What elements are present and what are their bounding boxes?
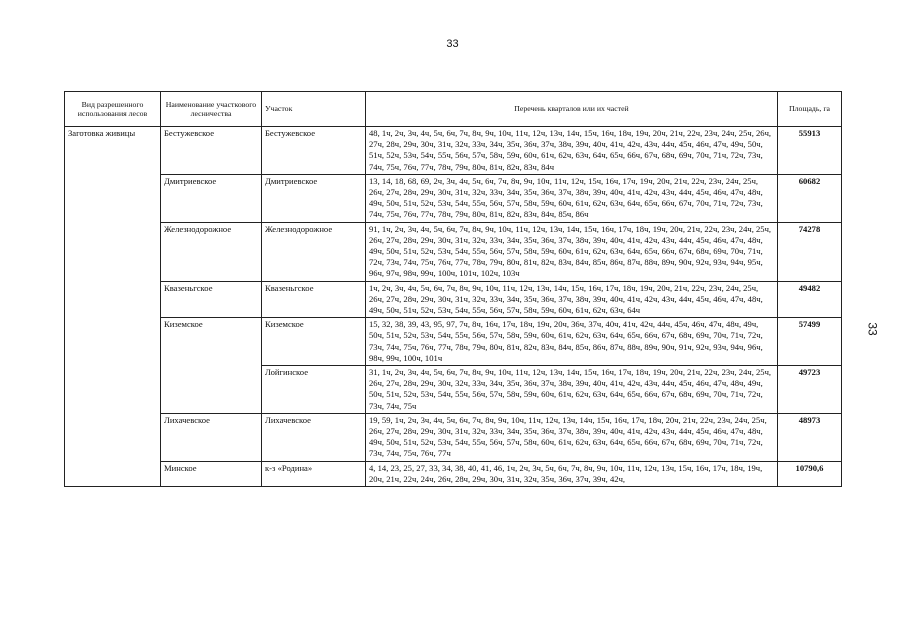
page-number-top: 33 xyxy=(446,38,459,50)
cell-plot: Лихачевское xyxy=(262,413,366,461)
cell-plot: Железнодорожное xyxy=(262,222,366,281)
header-area: Площадь, га xyxy=(778,92,842,127)
cell-plot: Киземское xyxy=(262,318,366,366)
cell-area: 10790,6 xyxy=(778,461,842,486)
cell-area: 60682 xyxy=(778,174,842,222)
page-number-side: 33 xyxy=(865,322,880,336)
cell-quarters: 13, 14, 18, 68, 69, 2ч, 3ч, 4ч, 5ч, 6ч, 7ч, 8ч, 9ч, 10ч, 11ч, 12ч, 15ч, 16ч, 17ч, 19ч, 20ч, 21ч, 22ч, 23ч, 24ч, 25ч, 26ч, 27ч, 28ч, 29ч, 30ч, 31ч, 32ч, 33ч, 34ч, 35ч, 36ч, 37ч, 38ч, 39ч, 40ч, 41ч, 42ч, 43ч, 44ч, 45ч, 46ч, 47ч, 48ч, 49ч, 50ч, 51ч, 52ч, 53ч, 54ч, 55ч, 56ч, 57ч, 58ч, 59ч, 60ч, 61ч, 62ч, 63ч, 64ч, 65ч, 66ч, 67ч, 70ч, 71ч, 72ч, 73ч, 74ч, 75ч, 76ч, 77ч, 78ч, 79ч, 80ч, 81ч, 82ч, 83ч, 84ч, 85ч, 86ч xyxy=(366,174,778,222)
header-forestry: Наименование участкового лесничества xyxy=(161,92,262,127)
cell-quarters: 91, 1ч, 2ч, 3ч, 4ч, 5ч, 6ч, 7ч, 8ч, 9ч, 10ч, 11ч, 12ч, 13ч, 14ч, 15ч, 16ч, 17ч, 18ч, 19ч, 20ч, 21ч, 22ч, 23ч, 24ч, 25ч, 26ч, 27ч, 28ч, 29ч, 30ч, 31ч, 32ч, 33ч, 34ч, 35ч, 36ч, 37ч, 38ч, 39ч, 40ч, 41ч, 42ч, 43ч, 44ч, 45ч, 46ч, 47ч, 48ч, 49ч, 50ч, 51ч, 52ч, 53ч, 54ч, 55ч, 56ч, 57ч, 58ч, 59ч, 60ч, 61ч, 62ч, 63ч, 64ч, 65ч, 66ч, 67ч, 68ч, 69ч, 70ч, 71ч, 72ч, 73ч, 74ч, 75ч, 76ч, 77ч, 78ч, 79ч, 80ч, 81ч, 82ч, 83ч, 84ч, 85ч, 86ч, 87ч, 88ч, 89ч, 90ч, 92ч, 93ч, 94ч, 95ч, 96ч, 97ч, 98ч, 99ч, 100ч, 101ч, 102ч, 103ч xyxy=(366,222,778,281)
cell-quarters: 48, 1ч, 2ч, 3ч, 4ч, 5ч, 6ч, 7ч, 8ч, 9ч, 10ч, 11ч, 12ч, 13ч, 14ч, 15ч, 16ч, 18ч, 19ч, 20ч, 21ч, 22ч, 23ч, 24ч, 25ч, 26ч, 27ч, 28ч, 29ч, 30ч, 31ч, 32ч, 33ч, 34ч, 35ч, 36ч, 37ч, 38ч, 39ч, 40ч, 41ч, 42ч, 43ч, 44ч, 45ч, 46ч, 47ч, 49ч, 50ч, 51ч, 52ч, 53ч, 54ч, 55ч, 56ч, 57ч, 58ч, 59ч, 60ч, 61ч, 62ч, 63ч, 64ч, 65ч, 66ч, 67ч, 68ч, 69ч, 70ч, 71ч, 72ч, 73ч, 74ч, 75ч, 76ч, 77ч, 78ч, 79ч, 80ч, 81ч, 82ч, 83ч, 84ч xyxy=(366,127,778,175)
table-row xyxy=(65,127,842,175)
cell-plot: Бестужевское xyxy=(262,127,366,175)
cell-forestry: Бестужевское xyxy=(161,127,262,175)
table-header-row xyxy=(65,92,842,127)
table-row xyxy=(65,281,842,318)
cell-quarters: 1ч, 2ч, 3ч, 4ч, 5ч, 6ч, 7ч, 8ч, 9ч, 10ч, 11ч, 12ч, 13ч, 14ч, 15ч, 16ч, 17ч, 18ч, 19ч, 20ч, 21ч, 22ч, 23ч, 24ч, 25ч, 26ч, 27ч, 28ч, 29ч, 30ч, 31ч, 32ч, 33ч, 34ч, 35ч, 36ч, 37ч, 38ч, 39ч, 40ч, 41ч, 42ч, 43ч, 44ч, 45ч, 46ч, 47ч, 48ч, 49ч, 50ч, 51ч, 52ч, 53ч, 54ч, 55ч, 56ч, 57ч, 58ч, 59ч, 60ч, 61ч, 62ч, 63ч, 64ч xyxy=(366,281,778,318)
forest-use-table xyxy=(64,91,842,487)
table-row xyxy=(65,461,842,486)
cell-area: 49723 xyxy=(778,366,842,414)
cell-forestry: Дмитриевское xyxy=(161,174,262,222)
header-use: Вид разрешенного использования лесов xyxy=(65,92,161,127)
cell-area: 57499 xyxy=(778,318,842,366)
cell-forestry: Квазеньгское xyxy=(161,281,262,318)
cell-plot: Квазеньгское xyxy=(262,281,366,318)
cell-quarters: 4, 14, 23, 25, 27, 33, 34, 38, 40, 41, 46, 1ч, 2ч, 3ч, 5ч, 6ч, 7ч, 8ч, 9ч, 10ч, 11ч, 12ч, 13ч, 15ч, 16ч, 17ч, 18ч, 19ч, 20ч, 21ч, 22ч, 24ч, 26ч, 28ч, 29ч, 30ч, 31ч, 32ч, 35ч, 36ч, 37ч, 39ч, 42ч, xyxy=(366,461,778,486)
header-quarters: Перечень кварталов или их частей xyxy=(366,92,778,127)
cell-plot: к-з «Родина» xyxy=(262,461,366,486)
cell-quarters: 31, 1ч, 2ч, 3ч, 4ч, 5ч, 6ч, 7ч, 8ч, 9ч, 10ч, 11ч, 12ч, 13ч, 14ч, 15ч, 16ч, 17ч, 18ч, 19ч, 20ч, 21ч, 22ч, 23ч, 24ч, 25ч, 26ч, 27ч, 28ч, 29ч, 30ч, 32ч, 33ч, 34ч, 35ч, 36ч, 37ч, 38ч, 39ч, 40ч, 41ч, 42ч, 43ч, 44ч, 45ч, 46ч, 47ч, 48ч, 49ч, 50ч, 51ч, 52ч, 53ч, 54ч, 55ч, 56ч, 57ч, 58ч, 59ч, 60ч, 61ч, 62ч, 63ч, 64ч, 65ч, 66ч, 67ч, 68ч, 69ч, 70ч, 71ч, 72ч, 73ч, 74ч, 75ч xyxy=(366,366,778,414)
cell-forestry: Лихачевское xyxy=(161,413,262,461)
cell-forestry: Железнодорожное xyxy=(161,222,262,281)
table-row xyxy=(65,413,842,461)
cell-use: Заготовка живицы xyxy=(65,127,161,487)
cell-forestry: Минское xyxy=(161,461,262,486)
cell-quarters: 19, 59, 1ч, 2ч, 3ч, 4ч, 5ч, 6ч, 7ч, 8ч, 9ч, 10ч, 11ч, 12ч, 13ч, 14ч, 15ч, 16ч, 17ч, 18ч, 20ч, 21ч, 22ч, 23ч, 24ч, 25ч, 26ч, 27ч, 28ч, 29ч, 30ч, 31ч, 32ч, 33ч, 34ч, 35ч, 36ч, 37ч, 38ч, 39ч, 40ч, 41ч, 42ч, 43ч, 44ч, 45ч, 46ч, 47ч, 48ч, 49ч, 50ч, 51ч, 52ч, 53ч, 54ч, 55ч, 56ч, 57ч, 58ч, 60ч, 61ч, 62ч, 63ч, 64ч, 65ч, 66ч, 67ч, 68ч, 69ч, 70ч, 71ч, 72ч, 73ч, 74ч, 75ч, 76ч, 77ч xyxy=(366,413,778,461)
table-row xyxy=(65,318,842,366)
cell-area: 55913 xyxy=(778,127,842,175)
table-row xyxy=(65,222,842,281)
cell-area: 74278 xyxy=(778,222,842,281)
cell-plot: Дмитриевское xyxy=(262,174,366,222)
cell-forestry: Киземское xyxy=(161,318,262,414)
header-plot: Участок xyxy=(262,92,366,127)
cell-area: 49482 xyxy=(778,281,842,318)
cell-quarters: 15, 32, 38, 39, 43, 95, 97, 7ч, 8ч, 16ч, 17ч, 18ч, 19ч, 20ч, 36ч, 37ч, 40ч, 41ч, 42ч, 44ч, 45ч, 46ч, 47ч, 48ч, 49ч, 50ч, 51ч, 52ч, 53ч, 54ч, 55ч, 56ч, 57ч, 58ч, 59ч, 60ч, 61ч, 62ч, 63ч, 64ч, 65ч, 66ч, 67ч, 68ч, 69ч, 70ч, 71ч, 72ч, 73ч, 74ч, 75ч, 76ч, 77ч, 78ч, 79ч, 80ч, 81ч, 82ч, 83ч, 84ч, 85ч, 86ч, 87ч, 88ч, 89ч, 90ч, 91ч, 92ч, 93ч, 94ч, 96ч, 98ч, 99ч, 100ч, 101ч xyxy=(366,318,778,366)
cell-area: 48973 xyxy=(778,413,842,461)
cell-plot: Лойгинское xyxy=(262,366,366,414)
table-row xyxy=(65,174,842,222)
